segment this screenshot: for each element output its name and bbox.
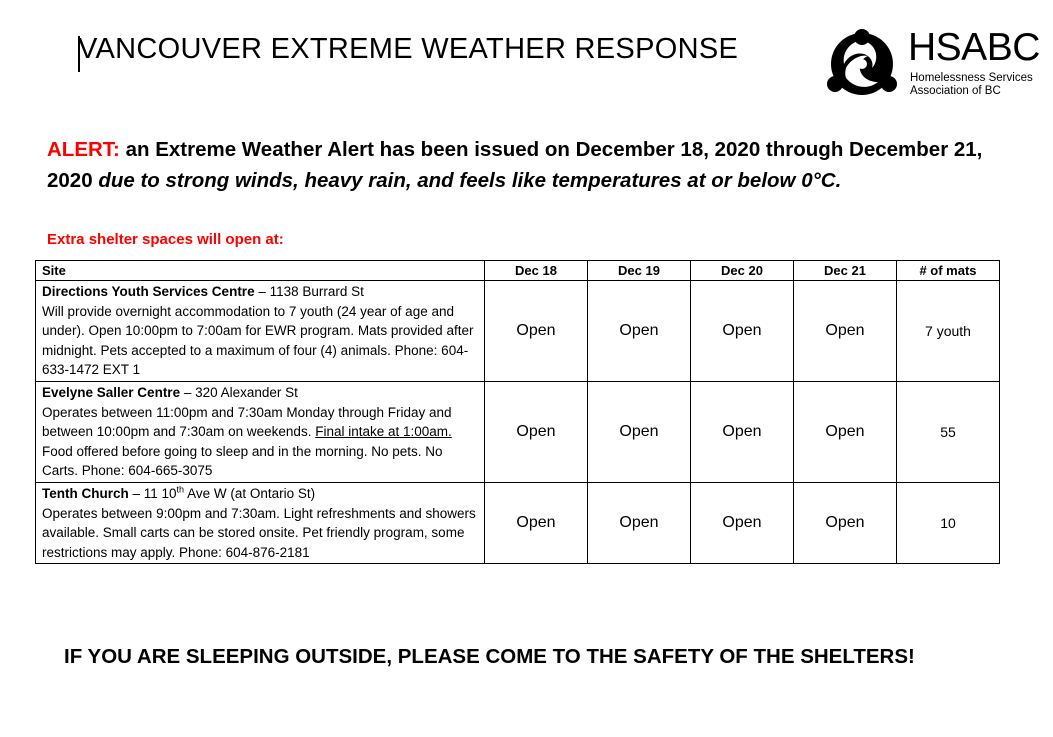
site-details-post: Food offered before going to sleep and in the morning. No pets. No Carts. Phone: 604-665-3075 — [42, 443, 443, 479]
status-dec21: Open — [794, 281, 897, 382]
site-details: Operates between 11:00pm and 7:30am Monday through Friday and between 10:00pm and 7:30am on weekends. — [42, 404, 452, 440]
alert-message — [47, 134, 1007, 196]
header-dec19: Dec 19 — [588, 261, 691, 281]
extra-shelter-heading: Extra shelter spaces will open at: — [47, 231, 284, 248]
site-details-underlined: Final intake at 1:00am. — [315, 424, 452, 440]
mats-count: 7 youth — [897, 281, 1000, 382]
status-dec18: Open — [485, 281, 588, 382]
site-address: – 1138 Burrard St — [254, 284, 364, 299]
logo-subtitle — [910, 72, 1033, 98]
alert-label: ALERT: — [47, 138, 120, 161]
site-address-post: Ave W (at Ontario St) — [184, 485, 316, 501]
alert-text: an Extreme Weather Alert has been issued on December 18, 2020 through December 21, 2020 — [47, 138, 983, 192]
shelter-table — [35, 260, 1000, 564]
logo-subtitle-line1: Homelessness Services — [910, 72, 1033, 84]
document-title: VANCOUVER EXTREME WEATHER RESPONSE — [78, 33, 739, 65]
status-dec20: Open — [691, 281, 794, 382]
header-dec18: Dec 18 — [485, 261, 588, 281]
hsabc-logo — [824, 26, 1040, 100]
table-header-row — [36, 261, 1000, 281]
header-dec21: Dec 21 — [794, 261, 897, 281]
site-name: Tenth Church — [42, 485, 129, 501]
site-address: – 11 10 — [128, 485, 177, 501]
site-details: Will provide overnight accommodation to 7 youth (24 year of age and under). Open 10:00pm to 7:00am for EWR program. Mats provided after midnight. Pets accepted to a maximum of four (4) animals. Phone: 604-633-1472 EXT 1 — [42, 303, 474, 378]
status-dec21: Open — [794, 381, 897, 482]
status-dec20: Open — [691, 381, 794, 482]
site-details: Operates between 9:00pm and 7:30am. Light refreshments and showers available. Small carts can be stored onsite. Pet friendly program, some restrictions may apply. Phone: 604-876-2181 — [42, 505, 476, 560]
status-dec20: Open — [691, 482, 794, 563]
site-cell — [36, 381, 485, 482]
site-name: Directions Youth Services Centre — [42, 284, 255, 299]
status-dec21: Open — [794, 482, 897, 563]
site-address-suffix: th — [176, 484, 185, 495]
status-dec19: Open — [588, 381, 691, 482]
site-address: – 320 Alexander St — [180, 384, 298, 400]
status-dec19: Open — [588, 281, 691, 382]
table-row — [36, 281, 1000, 382]
status-dec18: Open — [485, 482, 588, 563]
logo-subtitle-line2: Association of BC — [910, 85, 1001, 97]
table-row — [36, 482, 1000, 563]
alert-emphasis: due to strong winds, heavy rain, and feels like temperatures at or below 0°C. — [98, 169, 842, 192]
status-dec18: Open — [485, 381, 588, 482]
table-row — [36, 381, 1000, 482]
header-site: Site — [36, 261, 485, 281]
site-cell — [36, 281, 485, 382]
mats-count: 10 — [897, 482, 1000, 563]
hsabc-logo-icon — [824, 28, 900, 100]
site-name: Evelyne Saller Centre — [42, 384, 181, 400]
header-mats: # of mats — [897, 261, 1000, 281]
header-dec20: Dec 20 — [691, 261, 794, 281]
footer-message: IF YOU ARE SLEEPING OUTSIDE, PLEASE COME TO THE SAFETY OF THE SHELTERS! — [64, 645, 915, 668]
site-cell — [36, 482, 485, 563]
mats-count: 55 — [897, 381, 1000, 482]
logo-name: HSABC — [908, 26, 1040, 69]
status-dec19: Open — [588, 482, 691, 563]
